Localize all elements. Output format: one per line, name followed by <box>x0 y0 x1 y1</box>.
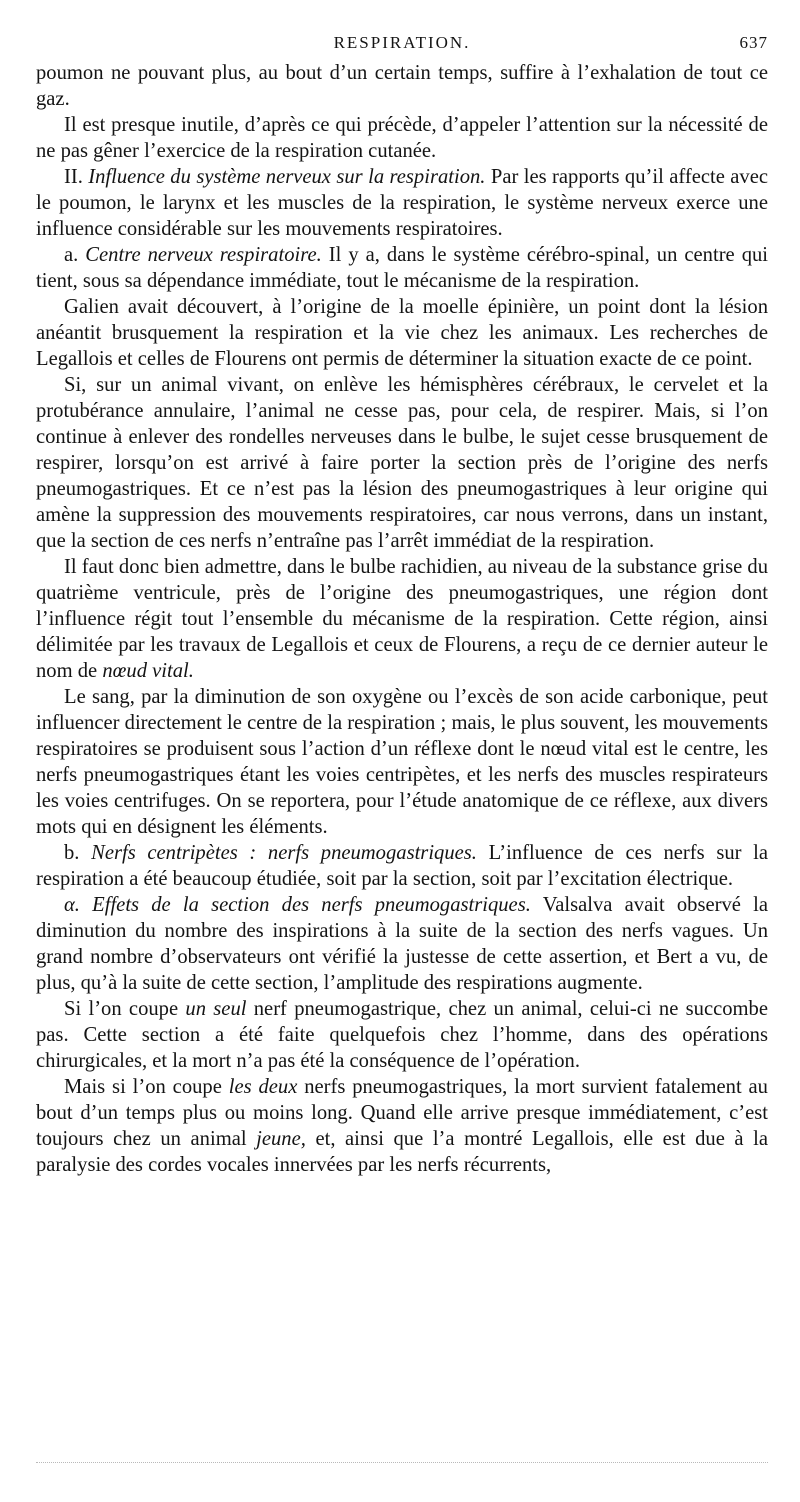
page-header <box>36 30 768 60</box>
text-run: poumon ne pouvant plus, au bout d’un certain temps, suffire à l’exhalation de tout ce gaz. <box>36 62 768 110</box>
paragraph <box>36 996 768 1074</box>
text-run: Il est presque inutile, d’après ce qui précède, d’appeler l’attention sur la nécessité de ne pas gêner l’exercice de la respiration cutanée. <box>36 114 768 162</box>
paragraph <box>36 112 768 164</box>
paragraph <box>36 840 768 892</box>
running-title: RESPIRATION. <box>333 33 471 52</box>
paragraph <box>36 242 768 294</box>
text-run: Mais si l’on coupe <box>64 1076 229 1098</box>
italic-text: Influence du système nerveux sur la respiration. <box>88 166 486 188</box>
italic-text: les deux <box>228 1076 298 1098</box>
book-page <box>36 30 768 1178</box>
text-run: Le sang, par la diminution de son oxygène ou l’excès de son acide carbonique, peut influencer directement le centre de la respiration ; mais, le plus souvent, les mouvements respiratoires se produisent sous l’action d’un réflexe dont le nœud vital est le centre, les nerfs pneumogastriques étant les voies centripètes, et les nerfs des muscles respirateurs les voies centrifuges. On se reportera, pour l’étude anatomique de ce réflexe, aux divers mots qui en désignent les éléments. <box>36 686 768 838</box>
text-run: nerf pneumogastrique, chez un animal, celui-ci ne succombe pas. Cette section a été faite quelquefois chez l’homme, dans des opérations chirurgicales, et la mort n’a pas été la conséquence de l’opération. <box>36 998 768 1072</box>
paragraph <box>36 892 768 996</box>
italic-text: α. Effets de la section des nerfs pneumogastriques. <box>64 894 531 916</box>
text-run: II. <box>64 166 89 188</box>
text-run: Il y a, dans le système cérébro-spinal, un centre qui tient, sous sa dépendance immédiate, tout le mécanisme de la respiration. <box>36 244 769 292</box>
text-run: Galien avait découvert, à l’origine de la moelle épinière, un point dont la lésion anéantit brusquement la respiration et la vie chez les animaux. Les recherches de Legallois et celles de Flourens ont permis de déterminer la situation exacte de ce point. <box>36 296 768 370</box>
paragraph <box>36 372 768 554</box>
page-number: 637 <box>739 33 768 52</box>
italic-text: jeune, <box>256 1128 306 1150</box>
italic-text: nœud vital. <box>102 660 194 682</box>
paragraph <box>36 1074 768 1178</box>
text-run: et, ainsi que l’a montré Legallois, elle est due à la paralysie des cordes vocales innervées par les nerfs récurrents, <box>36 1128 768 1176</box>
italic-text: un seul <box>185 998 247 1020</box>
italic-text: Nerfs centripètes : nerfs pneumogastriques. <box>91 842 477 864</box>
text-run: Si, sur un animal vivant, on enlève les hémisphères cérébraux, le cervelet et la protubérance annulaire, l’animal ne cesse pas, pour cela, de respirer. Mais, si l’on continue à enlever des rondelles nerveuses dans le bulbe, le sujet cesse brusquement de respirer, lorsqu’on est arrivé à faire porter la section près de l’origine des nerfs pneumogastriques. Et ce n’est pas la lésion des pneumogastriques à leur origine qui amène la suppression des mouvements respiratoires, car nous verrons, dans un instant, que la section de ces nerfs n’entraîne pas l’arrêt immédiat de la respiration. <box>36 374 768 552</box>
body-text <box>36 60 768 1178</box>
paragraph <box>36 684 768 840</box>
paragraph <box>36 60 768 112</box>
text-run: Par les rapports qu’il affecte avec le poumon, le larynx et les muscles de la respiration, le système nerveux exerce une influence considérable sur les mouvements respiratoires. <box>36 166 768 240</box>
paragraph <box>36 554 768 684</box>
text-run: a. <box>64 244 86 266</box>
text-run: b. <box>64 842 92 864</box>
text-run: Valsalva avait observé la diminution du nombre des inspirations à la suite de la section des nerfs vagues. Un grand nombre d’observateurs ont vérifié la justesse de cette assertion, et Bert a vu, de plus, qu’à la suite de cette section, l’amplitude des respirations augmente. <box>36 894 768 994</box>
italic-text: Centre nerveux respiratoire. <box>85 244 322 266</box>
text-run: L’influence de ces nerfs sur la respiration a été beaucoup étudiée, soit par la section, soit par l’excitation électrique. <box>36 842 769 890</box>
paragraph <box>36 294 768 372</box>
paragraph <box>36 164 768 242</box>
page-bottom-marks <box>36 1462 768 1469</box>
text-run: Si l’on coupe <box>64 998 186 1020</box>
text-run: nerfs pneumogastriques, la mort survient fatalement au bout d’un temps plus ou moins long. Quand elle arrive presque immédiatement, c’est toujours chez un animal <box>36 1076 768 1150</box>
text-run: Il faut donc bien admettre, dans le bulbe rachidien, au niveau de la substance grise du quatrième ventricule, près de l’origine des pneumogastriques, une région dont l’influence régit tout l’ensemble du mécanisme de la respiration. Cette région, ainsi délimitée par les travaux de Legallois et ceux de Flourens, a reçu de ce dernier auteur le nom de <box>36 556 768 682</box>
